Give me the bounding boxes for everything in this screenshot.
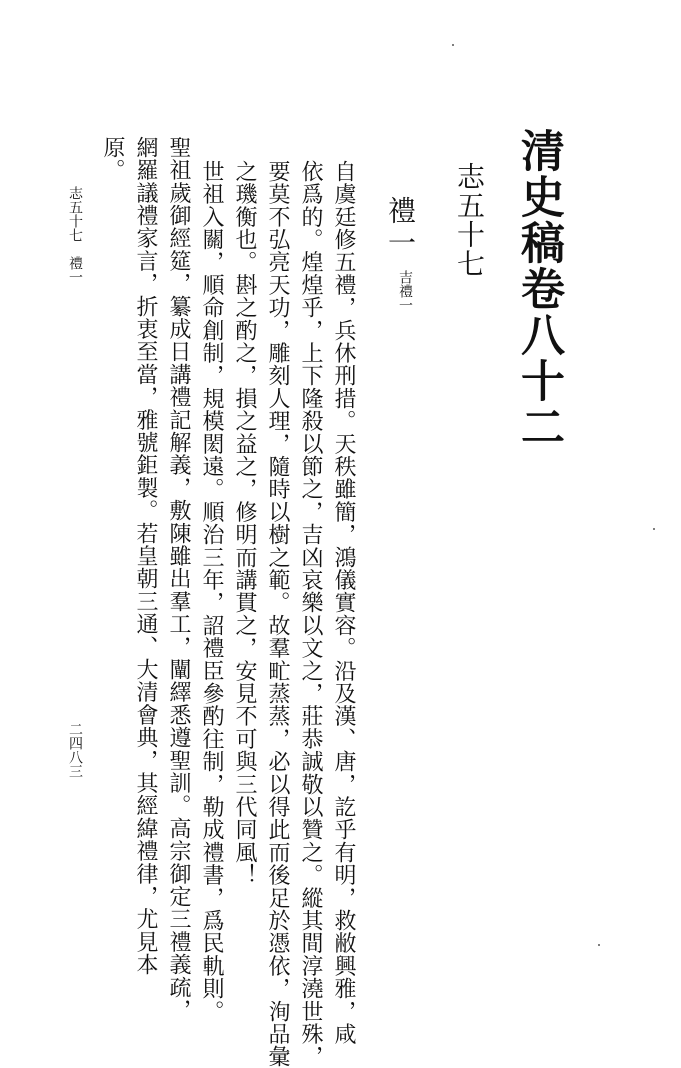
body-column-3: 要莫不弘亮天功，雕刻人理，隨時以樹之範。故羣甿蒸蒸，必以得此而後足於憑依，洵品彙 <box>265 160 290 1068</box>
print-speck <box>598 944 600 946</box>
body-column-4: 之璣衡也。斟之酌之，損之益之，修明而講貫之，安見不可與三代同風！ <box>232 160 257 887</box>
body-column-5: 世祖入關，順命創制，規模閎遠。順治三年，詔禮臣參酌往制，勒成禮書，爲民軌則。 <box>199 160 224 1023</box>
body-column-1: 自虞廷修五禮，兵休刑措。天秩雖簡，鴻儀實容。沿及漢、唐，訖乎有明，救敝興雅，咸 <box>331 160 356 1046</box>
page-number: 二四八三 <box>67 722 83 778</box>
print-speck <box>653 528 655 530</box>
body-column-8: 原。 <box>100 136 125 182</box>
print-speck <box>452 44 454 46</box>
body-column-2: 依爲的。煌煌乎，上下隆殺以節之，吉凶哀樂以文之，莊恭誠敬以贊之。縱其間淳澆世殊， <box>298 160 323 1068</box>
rite-heading: 禮一 <box>384 196 417 260</box>
body-column-7: 網羅議禮家言，折衷至當，雅號鉅製。若皇朝三通、大清會典，其經緯禮律，尤見本 <box>133 136 158 976</box>
margin-label: 志五十七 禮一 <box>67 186 83 284</box>
volume-title: 清史稿卷八十二 <box>513 128 564 450</box>
section-title: 志五十七 <box>453 162 486 278</box>
body-column-6: 聖祖歲御經筵，纂成日講禮記解義，敷陳雖出羣工，闡繹悉遵聖訓。高宗御定三禮義疏， <box>166 136 191 1022</box>
rite-subheading: 吉禮一 <box>397 270 413 312</box>
